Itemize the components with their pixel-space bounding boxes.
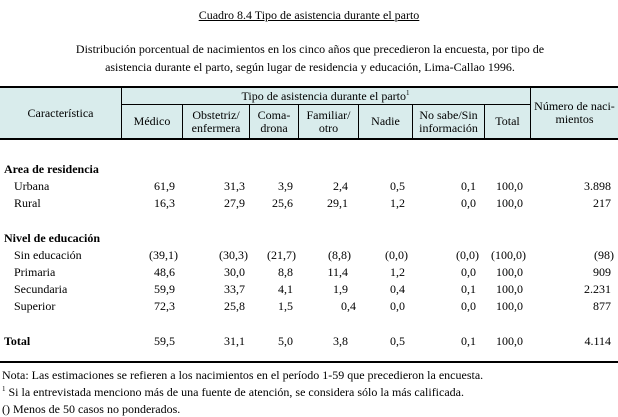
section-row-residence	[0, 162, 618, 179]
cell-familiar: 29,1	[327, 196, 348, 210]
header-col-total: Total	[495, 114, 520, 128]
subtitle-line-1: Distribución porcentual de nacimientos en los cinco años que precedieron la encuesta, por tipo de	[75, 42, 545, 56]
cell-familiar: (8,8)	[328, 248, 351, 262]
cell-nadie: 0,4	[390, 282, 405, 296]
cell-obstetriz: (30,3)	[219, 248, 248, 262]
cell-no-sabe: 0,0	[461, 299, 476, 313]
header-col-births: Número de naci- mientos	[534, 99, 615, 126]
cell-medico: 16,3	[154, 196, 175, 210]
table-row-rural	[0, 196, 618, 213]
cell-births: 2.231	[584, 282, 611, 296]
table-row-sin-educacion	[0, 248, 618, 265]
cell-obstetriz: 25,8	[224, 299, 245, 313]
cell-medico: 72,3	[154, 299, 175, 313]
cell-comadrona: 8,8	[278, 265, 293, 279]
cell-medico: 59,9	[154, 282, 175, 296]
cell-familiar: 3,8	[333, 334, 348, 348]
cell-births: 4.114	[584, 334, 611, 348]
cell-obstetriz: 33,7	[224, 282, 245, 296]
cell-medico: 61,9	[154, 179, 175, 193]
row-label: Urbana	[14, 179, 50, 193]
cell-total: 100,0	[496, 299, 523, 313]
cell-comadrona: 3,9	[278, 179, 293, 193]
cell-familiar: 0,4	[341, 299, 356, 313]
footnote-note: Nota: Las estimaciones se refieren a los nacimientos en el período 1-59 que precedieron la encuesta.	[2, 368, 484, 382]
header-col-no-sabe: No sabe/Sin información	[419, 107, 478, 135]
cell-total: 100,0	[496, 334, 523, 348]
cell-no-sabe: 0,1	[461, 334, 476, 348]
header-col-medico: Médico	[133, 114, 171, 128]
header-characteristic: Característica	[27, 105, 94, 120]
header-col-familiar: Familiar/ otro	[306, 107, 351, 135]
cell-no-sabe: (0,0)	[456, 248, 479, 262]
cell-births: 3.898	[584, 179, 611, 193]
row-label: Secundaria	[14, 282, 68, 296]
header-group-label	[121, 89, 530, 104]
row-label: Primaria	[14, 265, 56, 279]
cell-total: 100,0	[496, 179, 523, 193]
cell-nadie: (0,0)	[385, 248, 408, 262]
cell-comadrona: (21,7)	[267, 248, 296, 262]
cell-comadrona: 25,6	[272, 196, 293, 210]
cell-total: 100,0	[496, 282, 523, 296]
section-row-education	[0, 231, 618, 248]
footnote-1	[2, 385, 464, 400]
cell-no-sabe: 0,1	[461, 179, 476, 193]
subtitle-line-2: asistencia durante el parto, según lugar de residencia y educación, Lima-Callao 1996.	[105, 60, 515, 74]
cell-nadie: 0,5	[390, 334, 405, 348]
cell-no-sabe: 0,0	[461, 265, 476, 279]
row-label: Total	[4, 334, 31, 348]
cell-births: 217	[593, 196, 611, 210]
cell-familiar: 2,4	[333, 179, 348, 193]
cell-familiar: 11,4	[327, 265, 348, 279]
row-label: Sin educación	[14, 248, 82, 262]
cell-comadrona: 1,5	[278, 299, 293, 313]
cell-births: 877	[593, 299, 611, 313]
cell-medico: 59,5	[154, 334, 175, 348]
footnote-1-text: Si la entrevistada menciono más de una fuente de atención, se considera sólo la más calificada.	[5, 385, 464, 399]
header-col-nadie: Nadie	[371, 114, 400, 128]
table-row-urbana	[0, 179, 618, 196]
table-row-superior	[0, 299, 618, 316]
table-header	[0, 86, 618, 140]
row-label: Rural	[14, 196, 41, 210]
cell-obstetriz: 31,3	[224, 179, 245, 193]
cell-nadie: 1,2	[390, 196, 405, 210]
row-label: Superior	[14, 299, 56, 313]
cell-nadie: 1,2	[390, 265, 405, 279]
table-row-total	[0, 334, 618, 351]
cell-total: 100,0	[496, 265, 523, 279]
header-group-footnote-mark: 1	[406, 89, 410, 97]
cell-total: 100,0	[496, 196, 523, 210]
cell-comadrona: 4,1	[278, 282, 293, 296]
cell-no-sabe: 0,0	[461, 196, 476, 210]
cell-medico: 48,6	[154, 265, 175, 279]
cell-obstetriz: 30,0	[224, 265, 245, 279]
section-label: Area de residencia	[4, 162, 99, 176]
footnote-small-cases: () Menos de 50 casos no ponderados.	[2, 402, 181, 416]
cell-births: 909	[593, 265, 611, 279]
table-bottom-rule	[0, 361, 618, 363]
table-title: Cuadro 8.4 Tipo de asistencia durante el parto	[198, 8, 420, 22]
cell-nadie: 0,5	[390, 179, 405, 193]
footnote-1-mark: 1	[2, 385, 6, 393]
table-row-primaria	[0, 265, 618, 282]
header-col-obstetriz: Obstetriz/ enfermera	[191, 107, 241, 135]
header-col-comadrona: Coma- drona	[257, 107, 291, 135]
cell-obstetriz: 31,1	[224, 334, 245, 348]
table-row-secundaria	[0, 282, 618, 299]
cell-no-sabe: 0,1	[461, 282, 476, 296]
header-group-text: Tipo de asistencia durante el parto	[241, 89, 406, 103]
cell-nadie: 0,0	[390, 299, 405, 313]
cell-comadrona: 5,0	[278, 334, 293, 348]
section-label: Nivel de educación	[4, 231, 100, 245]
table-subtitle	[40, 40, 580, 76]
cell-total: (100,0)	[491, 248, 526, 262]
cell-medico: (39,1)	[149, 248, 178, 262]
cell-births: (98)	[594, 248, 614, 262]
cell-obstetriz: 27,9	[224, 196, 245, 210]
cell-familiar: 1,9	[333, 282, 348, 296]
